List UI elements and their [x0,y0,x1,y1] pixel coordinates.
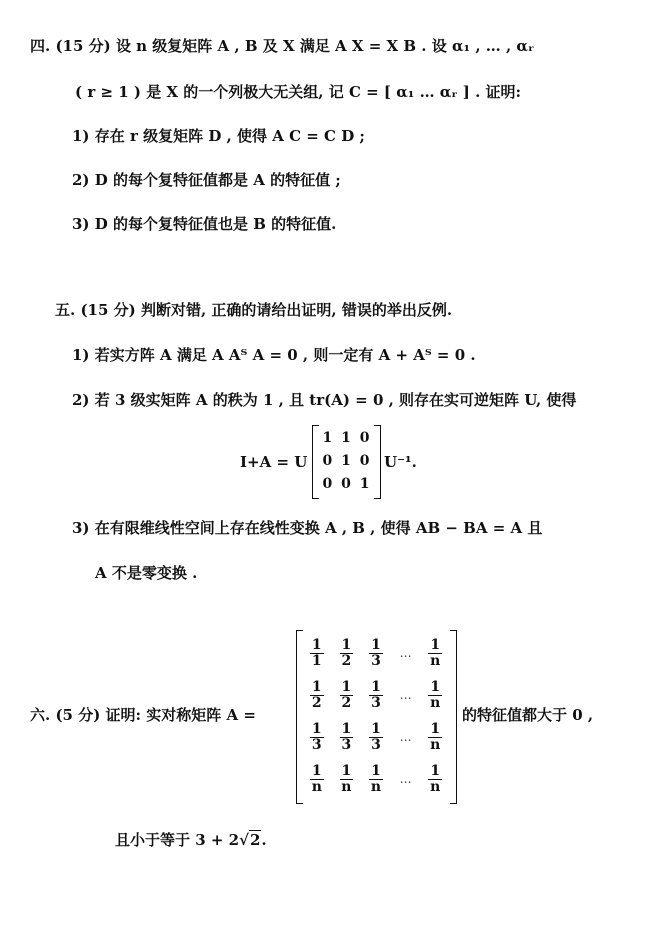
q5-equation-rhs: U⁻¹. [384,453,417,471]
fraction-denominator: 3 [371,694,381,711]
matrix-fraction [361,758,391,800]
matrix-ellipsis: … [399,688,412,702]
matrix-entry: 1 [359,475,370,492]
matrix-ellipsis: … [399,730,412,744]
matrix-entry: 1 [322,430,333,447]
fraction-denominator: 1 [311,652,322,669]
q6-statement-prefix: 六. (5 分) 证明: 实对称矩阵 A = [30,706,256,724]
fraction-numerator: 1 [430,762,441,779]
fraction-denominator: 3 [371,652,381,669]
matrix-entry: 0 [322,475,333,492]
fraction-denominator: n [430,736,441,753]
fraction-denominator: n [430,652,441,669]
matrix-entry: 0 [359,452,370,469]
q5-item-1: 1) 若实方阵 A 满足 A Aᵀ A = 0 , 则一定有 A + Aᵀ = 0 . [72,346,476,364]
matrix-ellipsis: … [399,646,412,660]
matrix-fraction [361,632,391,674]
q6-conclusion-text: 且小于等于 3 + 2 [115,831,240,849]
q5-item-2: 2) 若 3 级实矩阵 A 的秩为 1 , 且 tr(A) = 0 , 则存在实可逆矩阵 U, 使得 [72,391,577,409]
matrix-entry: 0 [341,475,351,492]
matrix-fraction [332,632,362,674]
q6-conclusion-end: . [261,831,267,849]
sqrt-argument: 2 [249,831,261,849]
fraction-denominator: n [311,778,322,795]
fraction-denominator: n [430,694,441,711]
fraction-denominator: 2 [341,694,352,711]
fraction-numerator: 1 [341,636,352,653]
q4-item-3: 3) D 的每个复特征值也是 B 的特征值. [72,215,337,233]
fraction-denominator: n [370,778,382,795]
fraction-numerator: 1 [430,720,441,737]
fraction-denominator: n [430,778,441,795]
q6-statement-suffix: 的特征值都大于 0 , [462,706,594,724]
fraction-denominator: 2 [311,694,322,711]
matrix-entry: 1 [341,430,351,447]
matrix-fraction [332,758,362,800]
fraction-numerator: 1 [371,636,381,653]
fraction-denominator: 3 [371,736,381,753]
fraction-denominator: 3 [341,736,352,753]
q6-conclusion [115,830,267,850]
fraction-numerator: 1 [311,636,322,653]
fraction-numerator: 1 [341,762,352,779]
q5-matrix [318,427,374,495]
matrix-fraction [420,632,450,674]
fraction-denominator: 3 [311,736,322,753]
q4-statement-line1: 四. (15 分) 设 n 级复矩阵 A , B 及 X 满足 A X = X B . 设 α₁ , … , αᵣ [30,37,535,55]
fraction-numerator: 1 [430,636,441,653]
matrix-fraction [302,632,332,674]
matrix-ellipsis: … [399,772,412,786]
matrix-fraction [332,674,362,716]
q5-matrix-right-bracket [374,425,381,499]
q4-item-2: 2) D 的每个复特征值都是 A 的特征值 ; [72,171,341,189]
q6-matrix-right-bracket [450,630,457,804]
fraction-numerator: 1 [430,678,441,695]
q5-item-3-line1: 3) 在有限维线性空间上存在线性变换 A , B , 使得 AB − BA = A 且 [72,519,543,537]
q5-equation-lhs: I+A = U [240,453,308,471]
q5-title: 五. (15 分) 判断对错, 正确的请给出证明, 错误的举出反例. [55,301,453,319]
fraction-numerator: 1 [371,720,381,737]
matrix-fraction [420,674,450,716]
fraction-numerator: 1 [311,762,322,779]
matrix-fraction [420,758,450,800]
fraction-numerator: 1 [371,678,381,695]
matrix-fraction [361,674,391,716]
matrix-fraction [361,716,391,758]
q6-matrix [302,632,450,800]
fraction-numerator: 1 [311,678,322,695]
fraction-denominator: 2 [341,652,352,669]
matrix-entry: 0 [359,430,370,447]
matrix-fraction [332,716,362,758]
fraction-numerator: 1 [311,720,322,737]
fraction-numerator: 1 [371,762,381,779]
sqrt-sign: √ [239,831,249,849]
matrix-entry: 0 [322,452,333,469]
fraction-denominator: n [341,778,352,795]
matrix-fraction [302,716,332,758]
matrix-fraction [302,758,332,800]
matrix-fraction [420,716,450,758]
q4-item-1: 1) 存在 r 级复矩阵 D , 使得 A C = C D ; [72,127,365,145]
fraction-numerator: 1 [341,678,352,695]
matrix-entry: 1 [341,452,351,469]
q4-statement-line2: ( r ≥ 1 ) 是 X 的一个列极大无关组, 记 C = [ α₁ … αᵣ ] . 证明: [75,83,522,101]
q5-item-3-line2: A 不是零变换 . [95,564,198,582]
matrix-fraction [302,674,332,716]
fraction-numerator: 1 [341,720,352,737]
